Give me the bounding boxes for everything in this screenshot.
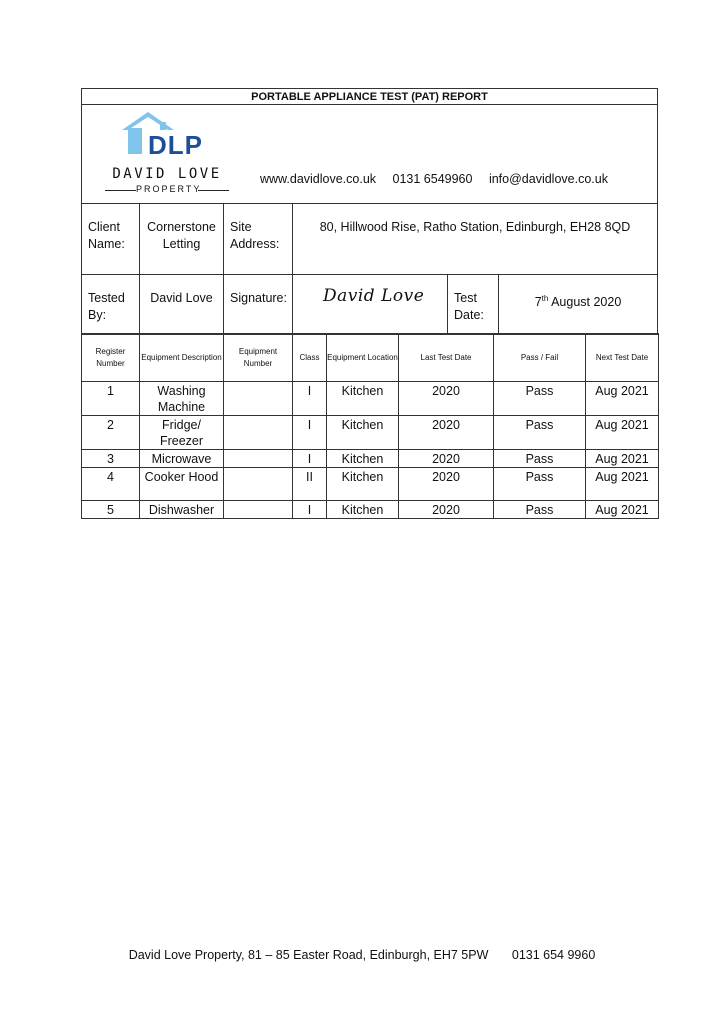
tested-by-label: Tested By: — [82, 274, 140, 334]
footer-phone: 0131 654 9960 — [511, 948, 596, 962]
client-site-row — [81, 203, 658, 275]
table-cell: Kitchen — [327, 468, 399, 501]
column-header: Equipment Description — [140, 334, 224, 382]
table-row — [82, 468, 659, 501]
column-header: Class — [293, 334, 327, 382]
company-logo — [102, 108, 232, 200]
table-cell: Pass — [494, 382, 586, 416]
table-cell: 2020 — [399, 450, 494, 468]
client-value: Cornerstone Letting — [140, 203, 224, 274]
client-label: Client Name: — [82, 203, 140, 274]
table-cell: Microwave — [140, 450, 224, 468]
table-cell: II — [293, 468, 327, 501]
report-title: PORTABLE APPLIANCE TEST (PAT) REPORT — [81, 88, 658, 105]
logo-initials: DLP — [148, 130, 203, 160]
table-cell: Cooker Hood — [140, 468, 224, 501]
contact-details — [260, 172, 621, 186]
table-cell: Aug 2021 — [586, 416, 659, 450]
table-cell: 2020 — [399, 382, 494, 416]
website-link[interactable]: www.davidlove.co.uk — [260, 172, 377, 186]
table-header-row — [82, 334, 659, 382]
table-cell: 2020 — [399, 501, 494, 519]
logo-name: DAVID LOVE — [112, 166, 222, 182]
page-footer — [0, 948, 724, 962]
table-cell: 2020 — [399, 468, 494, 501]
column-header: Equipment Number — [224, 334, 293, 382]
table-cell — [224, 450, 293, 468]
test-date-label: Test Date: — [448, 274, 499, 334]
column-header: Last Test Date — [399, 334, 494, 382]
table-row — [82, 382, 659, 416]
table-cell: Pass — [494, 501, 586, 519]
table-cell: I — [293, 416, 327, 450]
table-cell: I — [293, 382, 327, 416]
table-cell: Pass — [494, 416, 586, 450]
table-cell: Aug 2021 — [586, 382, 659, 416]
table-cell — [224, 416, 293, 450]
column-header: Equipment Location — [327, 334, 399, 382]
column-header: Next Test Date — [586, 334, 659, 382]
table-cell: I — [293, 450, 327, 468]
table-row — [82, 450, 659, 468]
table-cell: Kitchen — [327, 450, 399, 468]
site-address: 80, Hillwood Rise, Ratho Station, Edinburgh, EH28 8QD — [319, 220, 631, 234]
table-cell: I — [293, 501, 327, 519]
table-cell: Pass — [494, 468, 586, 501]
table-cell: Aug 2021 — [586, 468, 659, 501]
appliance-register-table — [81, 333, 659, 519]
phone-number: 0131 6549960 — [392, 172, 473, 186]
column-header: Register Number — [82, 334, 140, 382]
table-cell: 5 — [82, 501, 140, 519]
table-cell: 2020 — [399, 416, 494, 450]
table-cell — [224, 468, 293, 501]
table-cell: Aug 2021 — [586, 450, 659, 468]
table-cell: Dishwasher — [140, 501, 224, 519]
table-cell: Kitchen — [327, 501, 399, 519]
table-cell: Kitchen — [327, 382, 399, 416]
site-label: Site Address: — [224, 203, 293, 274]
table-cell: 3 — [82, 450, 140, 468]
table-row — [82, 501, 659, 519]
table-cell: Fridge/ Freezer — [140, 416, 224, 450]
email-link[interactable]: info@davidlove.co.uk — [488, 172, 608, 186]
footer-address: David Love Property, 81 – 85 Easter Road, Edinburgh, EH7 5PW — [128, 948, 489, 962]
test-date-value: 7th August 2020 — [534, 294, 622, 310]
table-row — [82, 416, 659, 450]
column-header: Pass / Fail — [494, 334, 586, 382]
table-cell — [224, 501, 293, 519]
logo-tagline: PROPERTY — [136, 184, 202, 194]
table-cell: Aug 2021 — [586, 501, 659, 519]
table-cell: 2 — [82, 416, 140, 450]
table-cell: Kitchen — [327, 416, 399, 450]
report-header — [81, 104, 658, 204]
table-cell: 1 — [82, 382, 140, 416]
signature: David Love — [293, 274, 448, 334]
table-cell: Pass — [494, 450, 586, 468]
signature-label: Signature: — [224, 274, 293, 334]
table-cell: 4 — [82, 468, 140, 501]
table-cell — [224, 382, 293, 416]
tester-row — [81, 274, 658, 335]
table-cell: Washing Machine — [140, 382, 224, 416]
tested-by-value: David Love — [140, 274, 224, 334]
